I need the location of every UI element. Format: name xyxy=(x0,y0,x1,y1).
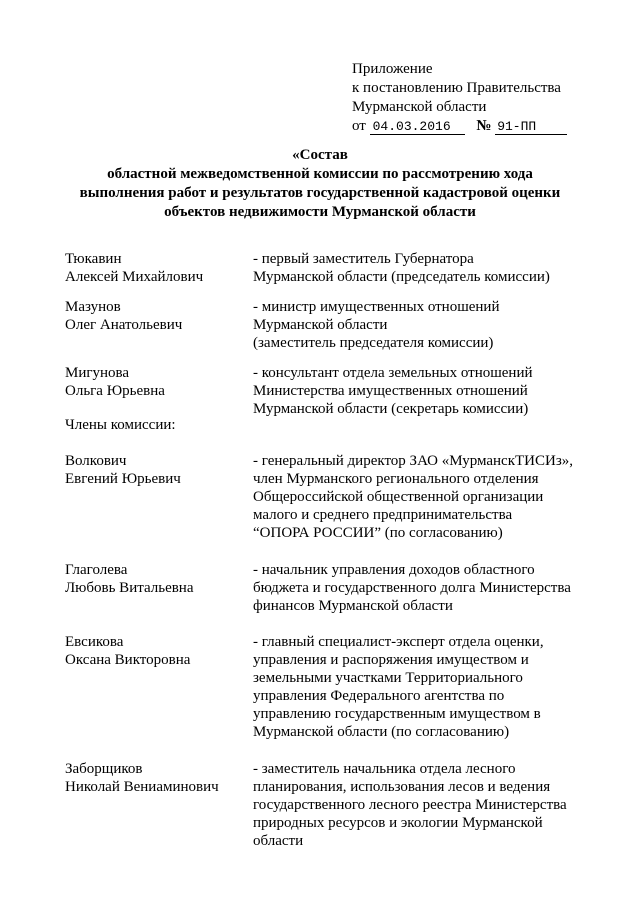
position-line: управления Федерального агентства по xyxy=(253,688,505,704)
position-line: “ОПОРА РОССИИ” (по согласованию) xyxy=(253,525,503,541)
title-line-1: «Состав xyxy=(292,147,348,163)
position-line: финансов Мурманской области xyxy=(253,598,453,614)
position-line: государственного лесного реестра Министерства xyxy=(253,797,567,813)
position-line: планирования, использования лесов и ведения xyxy=(253,779,551,795)
appendix-line-3: Мурманской области xyxy=(352,99,487,115)
position-line: - начальник управления доходов областного xyxy=(253,562,535,578)
given-name: Олег Анатольевич xyxy=(65,317,183,333)
appendix-line-2: к постановлению Правительства xyxy=(352,80,561,96)
position-line: - консультант отдела земельных отношений xyxy=(253,365,533,381)
position-line: Мурманской области (по согласованию) xyxy=(253,724,510,740)
person-position xyxy=(253,250,605,286)
surname: Заборщиков xyxy=(65,761,143,777)
position-line: природных ресурсов и экологии Мурманской xyxy=(253,815,543,831)
given-name: Оксана Викторовна xyxy=(65,652,191,668)
surname: Евсикова xyxy=(65,634,124,650)
resolution-date: 04.03.2016 xyxy=(370,120,465,135)
position-line: - генеральный директор ЗАО «МурманскТИСИз», xyxy=(253,453,574,469)
given-name: Ольга Юрьевна xyxy=(65,383,165,399)
position-line: - министр имущественных отношений xyxy=(253,299,500,315)
position-line: бюджета и государственного долга Министерства xyxy=(253,580,571,596)
title-line-4: объектов недвижимости Мурманской области xyxy=(164,204,476,220)
person-position xyxy=(253,633,605,741)
position-line: Мурманской области (председатель комиссии) xyxy=(253,269,550,285)
position-line: малого и среднего предпринимательства xyxy=(253,507,513,523)
person-name xyxy=(65,298,253,352)
resolution-number: 91-ПП xyxy=(495,120,567,135)
member-row xyxy=(65,452,605,542)
person-row xyxy=(65,298,605,352)
person-position xyxy=(253,298,605,352)
date-prefix: от xyxy=(352,118,366,134)
surname: Тюкавин xyxy=(65,251,122,267)
given-name: Евгений Юрьевич xyxy=(65,471,181,487)
person-name xyxy=(65,452,253,542)
surname: Волкович xyxy=(65,453,127,469)
person-name xyxy=(65,250,253,286)
person-position xyxy=(253,452,605,542)
members-heading: Члены комиссии: xyxy=(65,417,176,433)
given-name: Алексей Михайлович xyxy=(65,269,204,285)
person-row xyxy=(65,364,605,418)
appendix-date-line xyxy=(352,117,567,136)
surname: Мигунова xyxy=(65,365,130,381)
title-line-2: областной межведомственной комиссии по рассмотрению хода xyxy=(107,166,533,182)
position-line: земельными участками Территориального xyxy=(253,670,523,686)
position-line: (заместитель председателя комиссии) xyxy=(253,335,494,351)
position-line: управлению государственным имуществом в xyxy=(253,706,541,722)
member-row xyxy=(65,760,605,850)
member-row xyxy=(65,561,605,615)
given-name: Любовь Витальевна xyxy=(65,580,194,596)
person-position xyxy=(253,760,605,850)
position-line: Мурманской области xyxy=(253,317,388,333)
person-name xyxy=(65,760,253,850)
position-line: - заместитель начальника отдела лесного xyxy=(253,761,516,777)
position-line: Министерства имущественных отношений xyxy=(253,383,528,399)
title-line-3: выполнения работ и результатов государственной кадастровой оценки xyxy=(79,185,561,201)
person-row xyxy=(65,250,605,286)
member-row xyxy=(65,633,605,741)
position-line: Мурманской области (секретарь комиссии) xyxy=(253,401,529,417)
document-title xyxy=(40,146,600,222)
position-line: - главный специалист-эксперт отдела оценки, xyxy=(253,634,544,650)
person-name xyxy=(65,561,253,615)
person-position xyxy=(253,364,605,418)
person-position xyxy=(253,561,605,615)
position-line: управления и распоряжения имуществом и xyxy=(253,652,529,668)
surname: Мазунов xyxy=(65,299,121,315)
given-name: Николай Вениаминович xyxy=(65,779,219,795)
appendix-line-1: Приложение xyxy=(352,61,433,77)
person-name xyxy=(65,364,253,418)
position-line: области xyxy=(253,833,304,849)
appendix-header xyxy=(352,60,567,136)
number-sign: № xyxy=(476,118,492,134)
position-line: член Мурманского регионального отделения xyxy=(253,471,539,487)
commission-list xyxy=(65,250,605,850)
surname: Глаголева xyxy=(65,562,128,578)
position-line: - первый заместитель Губернатора xyxy=(253,251,474,267)
position-line: Общероссийской общественной организации xyxy=(253,489,544,505)
person-name xyxy=(65,633,253,741)
